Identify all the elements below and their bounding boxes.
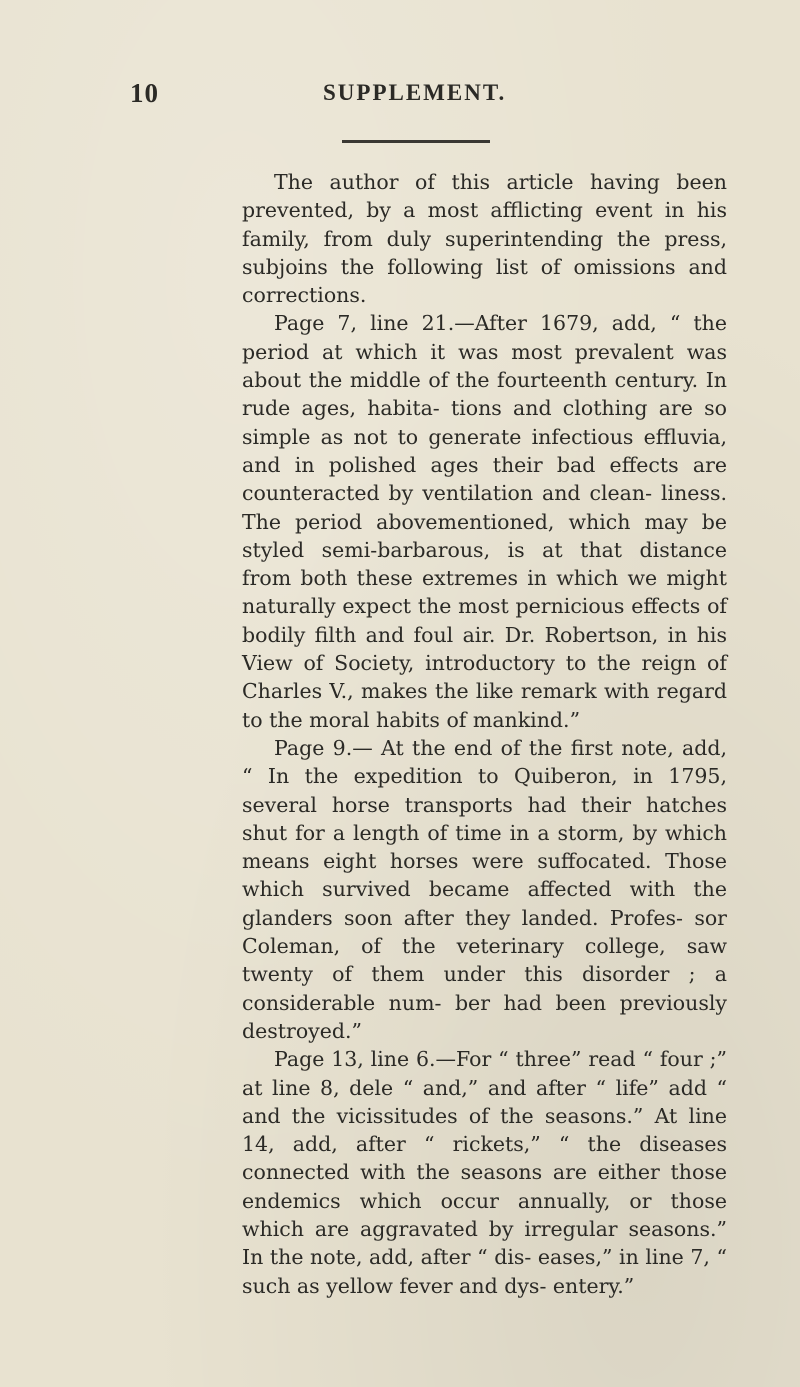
page-header — [130, 78, 690, 108]
paragraph-page-13: Page 13, line 6.—For “ three” read “ four ;” at line 8, dele “ and,” and after “ life” add “ and the vicissitudes of the seasons.” At line 14, add, after “ rickets,” “ the diseases connected with the seasons are either those endemics which occur annually, or those which are aggravated by irregular seasons.” In the note, add, after “ dis- eases,” in line 7, “ such as yellow fever and dys- entery.” — [242, 1047, 727, 1298]
paragraph-page-9: Page 9.— At the end of the first note, add, “ In the expedition to Quiberon, in 1795, several horse transports had their hatches shut for a length of time in a storm, by which means eight horses were suffocated. Those which survived became affected with the glanders soon after they landed. Profes- sor Coleman, of the veterinary college, saw twenty of them under this disorder ; a considerable num- ber had been previously destroyed.” — [242, 735, 727, 1043]
page-number: 10 — [130, 78, 159, 108]
running-head: SUPPLEMENT. — [323, 80, 507, 105]
paragraph-page-7: Page 7, line 21.—After 1679, add, “ the period at which it was most prevalent was about the middle of the fourteenth century. In rude ages, habita- tions and clothing are so simple as not to generate infectious effluvia, and in polished ages their bad effects are counteracted by ventilation and clean- liness. The period abovementioned, which may be styled semi-barbarous, is at that distance from both these extremes in which we might naturally expect the most pernicious effects of bodily filth and foul air. Dr. Robertson, in his View of Society, introductory to the reign of Charles V., makes the like remark with regard to the moral habits of mankind.” — [242, 311, 727, 732]
body-text — [242, 168, 727, 1300]
header-rule — [342, 140, 490, 143]
paragraph-intro: The author of this article having been prevented, by a most afflicting event in his family, from duly superintending the press, subjoins the following list of omissions and corrections. — [242, 170, 727, 308]
